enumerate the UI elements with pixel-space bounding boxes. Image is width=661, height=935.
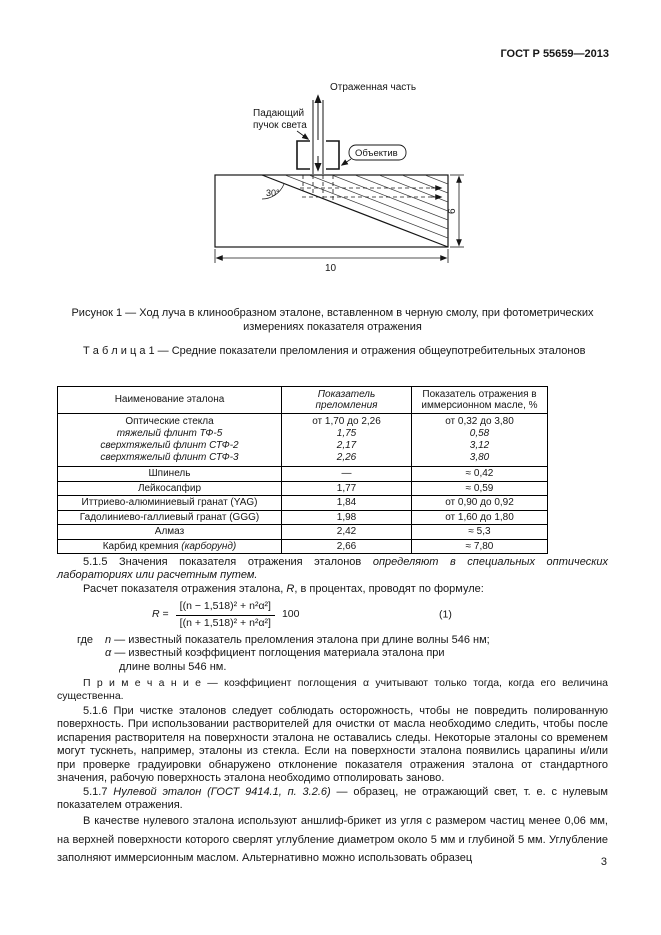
cell-reflection: ≈ 5,3	[412, 525, 548, 540]
incident-label-line1: Падающий	[253, 108, 305, 119]
intro-text: , в процентах, проводят по формуле:	[294, 582, 484, 595]
cell-name-text: Карбид кремния	[102, 540, 182, 552]
formula-where	[77, 634, 608, 674]
var-R: R	[152, 608, 160, 621]
note	[57, 677, 608, 702]
intro-text: Расчет показателя отражения эталона,	[83, 582, 287, 595]
cell-name: Иттриево-алюминиевый гранат (YAG)	[58, 496, 282, 511]
table-header-row	[58, 387, 548, 414]
doc-number: ГОСТ Р 55659—2013	[500, 48, 609, 60]
group-refraction-cell	[282, 414, 412, 467]
table-caption: Т а б л и ц а 1 — Средние показатели преломления и отражения общеупотребительных эталонов	[83, 345, 586, 357]
clause-number: 5.1.7	[83, 785, 114, 798]
group-name: Оптические стекла	[125, 416, 214, 427]
sub-reflection: 3,12	[469, 440, 490, 451]
sub-name: сверхтяжелый флинт СТФ-2	[100, 440, 239, 451]
cell-reflection: ≈ 0,42	[412, 467, 548, 482]
paragraph-formula-intro	[57, 583, 608, 596]
where-text: — известный коэффициент поглощения материала эталона при	[111, 647, 445, 660]
col-header-name: Наименование эталона	[58, 387, 282, 414]
width-dim-label: 10	[325, 263, 337, 274]
formula-fraction	[176, 600, 275, 630]
clause-text-italic: определяют в специальных оптических лабораториях или расчетным путем.	[57, 556, 609, 582]
col-header-reflection: Показатель отражения в иммерсионном масле, %	[412, 387, 548, 414]
table-row-group	[58, 414, 548, 467]
objective-label-arrow	[342, 159, 351, 165]
where-lead: где	[77, 634, 94, 647]
cell-reflection: от 1,60 до 1,80	[412, 510, 548, 525]
page-number: 3	[600, 856, 607, 868]
clause-term-italic: Нулевой эталон (ГОСТ 9414.1, п. 3.2.6)	[113, 785, 331, 798]
sub-refraction: 1,75	[336, 428, 357, 439]
formula-numerator: [(n − 1,518)² + n²α²]	[176, 600, 275, 615]
paragraph-5-1-7	[57, 786, 608, 813]
clause-number: 5.1.5	[83, 556, 108, 568]
formula-lhs	[152, 608, 169, 621]
equals-sign: =	[159, 608, 169, 621]
paragraph-final: В качестве нулевого эталона используют аншлиф-брикет из угля с размером частиц менее 0,06 мм, на верхней поверхности которого сверлят углубление диаметром около 5 мм и глубиной 5 мм. Углубление заполняют иммерсионным маслом. Альтернативно можно использовать образец	[57, 815, 608, 865]
cell-refraction: 1,84	[282, 496, 412, 511]
clause-text: — образец, не отражающий свет, т. е. с нулевым показателем отражения.	[57, 785, 608, 811]
cell-reflection: от 0,90 до 0,92	[412, 496, 548, 511]
incident-label-line2: пучок света	[253, 120, 307, 131]
etalon-block	[215, 175, 448, 247]
var-alpha: α	[105, 647, 112, 660]
figure-diagram	[0, 70, 661, 280]
angle-label: 30°	[266, 188, 280, 198]
note-text: — коэффициент поглощения α учитывают только тогда, когда его величина существенна.	[57, 677, 608, 702]
clause-text: Значения показателя отражения эталонов	[107, 556, 373, 568]
sub-name: сверхтяжелый флинт СТФ-3	[100, 452, 239, 463]
formula-number: (1)	[439, 608, 452, 621]
cell-refraction: 1,77	[282, 481, 412, 496]
etalon-table	[57, 386, 548, 554]
var-R: R	[286, 582, 295, 595]
cell-name: Гадолиниево-галлиевый гранат (GGG)	[58, 510, 282, 525]
formula-denominator: [(n + 1,518)² + n²α²]	[179, 616, 271, 629]
group-reflection: от 0,32 до 3,80	[445, 416, 514, 427]
wedge-surface	[262, 175, 448, 247]
cell-refraction: —	[282, 467, 412, 482]
table-row	[58, 481, 548, 496]
sub-refraction: 2,26	[336, 452, 357, 463]
table-row	[58, 525, 548, 540]
table-row	[58, 510, 548, 525]
figure-caption: Рисунок 1 — Ход луча в клинообразном эталоне, вставленном в черную смолу, при фотометрических измерениях показателя отражения	[71, 307, 594, 333]
cell-name-italic: (карборунд)	[181, 540, 237, 552]
sub-name: тяжелый флинт ТФ-5	[116, 428, 223, 439]
sub-reflection: 0,58	[469, 428, 490, 439]
cell-name: Алмаз	[58, 525, 282, 540]
height-dim-label: 6	[447, 208, 458, 214]
body-text	[57, 556, 608, 868]
where-line-3: длине волны 546 нм.	[119, 660, 227, 673]
note-lead: П р и м е ч а н и е	[83, 677, 201, 690]
cell-refraction: 2,42	[282, 525, 412, 540]
formula-multiplier: 100	[281, 608, 300, 621]
cell-name: Шпинель	[58, 467, 282, 482]
cell-refraction: 1,98	[282, 510, 412, 525]
table-row	[58, 539, 548, 554]
table-row	[58, 467, 548, 482]
objective-label: Объектив	[355, 148, 398, 159]
cell-refraction: 2,66	[282, 539, 412, 554]
dimension-width	[215, 249, 448, 263]
cell-reflection: ≈ 0,59	[412, 481, 548, 496]
incident-label-arrow	[297, 131, 308, 139]
paragraph-5-1-6: 5.1.6 При чистке эталонов следует соблюдать осторожность, чтобы не повредить полированную поверхность. При использовании растворителей для очистки от масла необходимо следить, чтобы после испарения растворителя на поверхности эталона не оставались следы. Некоторые эталоны со временем могут тускнеть, например, эталоны из стекла. Если на поверхности эталона появились царапины и/или при проверке градуировки обнаружено отклонение показателя отражения эталона от стандартного значения, рабочую поверхность эталона необходимо отполировать заново.	[57, 705, 608, 785]
sub-reflection: 3,80	[469, 452, 490, 463]
sub-refraction: 2,17	[336, 440, 357, 451]
group-reflection-cell	[412, 414, 548, 467]
formula-1	[152, 600, 608, 630]
where-line-1	[77, 634, 608, 647]
wedge-hatching	[285, 175, 448, 238]
paragraph-5-1-5	[57, 556, 608, 583]
group-refraction: от 1,70 до 2,26	[312, 416, 381, 427]
where-text: — известный показатель преломления эталона при длине волны 546 нм;	[111, 634, 490, 647]
group-name-cell	[58, 414, 282, 467]
table-row	[58, 496, 548, 511]
cell-name: Лейкосапфир	[58, 481, 282, 496]
var-n: n	[105, 634, 112, 647]
cell-reflection: ≈ 7,80	[412, 539, 548, 554]
cell-name	[58, 539, 282, 554]
col-header-refraction: Показатель преломления	[282, 387, 412, 414]
reflected-part-label: Отраженная часть	[330, 82, 417, 93]
where-line-2	[77, 647, 608, 660]
